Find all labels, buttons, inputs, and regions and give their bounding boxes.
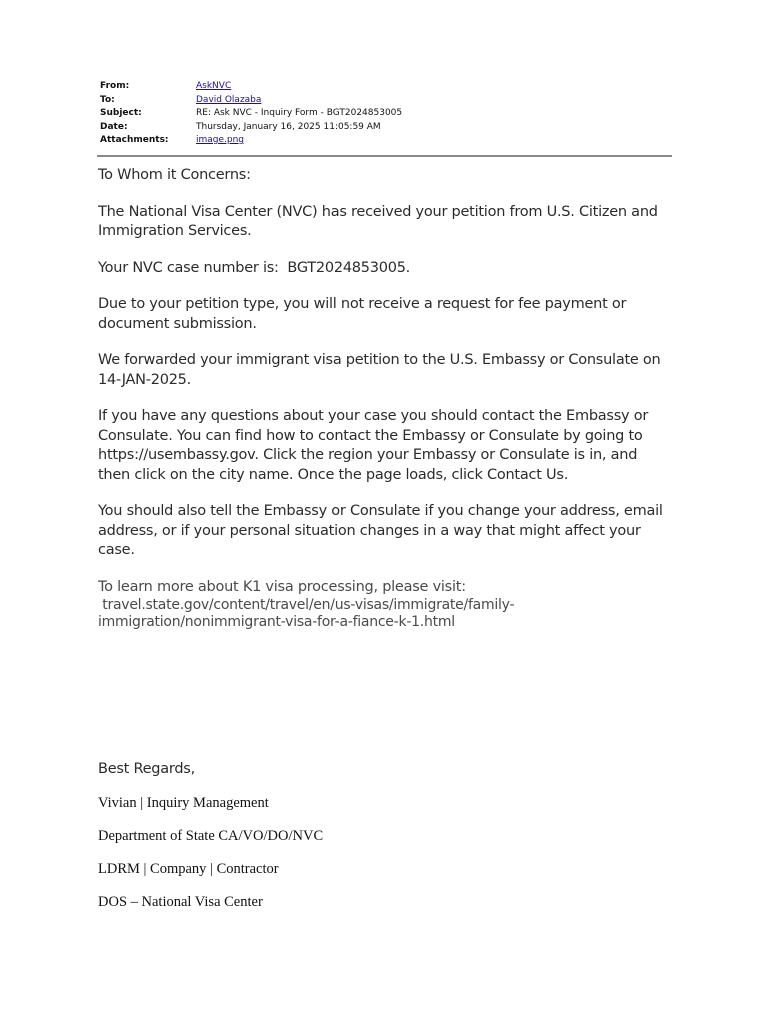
signature-name: Vivian | Inquiry Management	[98, 795, 269, 811]
paragraph-forwarded: We forwarded your immigrant visa petition to the U.S. Embassy or Consulate on 14-JAN-2025.	[98, 352, 665, 388]
date-label: Date:	[100, 121, 128, 132]
paragraph-contact-embassy: If you have any questions about your case you should contact the Embassy or Consulate. You can find how to contact the Embassy or Consulate by going to https://usembassy.gov. Click the region your Embassy or Consulate is in, and then click on the city name. Once the page loads, click Contact Us.	[98, 408, 653, 483]
paragraph-petition-type: Due to your petition type, you will not receive a request for fee payment or document submission.	[98, 296, 631, 332]
signature-company: LDRM | Company | Contractor	[98, 861, 279, 877]
header-divider	[97, 155, 672, 157]
signature-center: DOS – National Visa Center	[98, 894, 263, 910]
email-body	[98, 166, 673, 648]
signature-department: Department of State CA/VO/DO/NVC	[98, 828, 324, 844]
from-link[interactable]: AskNVC	[196, 81, 232, 91]
best-regards: Best Regards,	[98, 761, 195, 777]
to-link[interactable]: David Olazaba	[196, 94, 262, 105]
email-header	[100, 80, 672, 148]
learn-more-text: To learn more about K1 visa processing, please visit:	[98, 578, 466, 595]
date-value: Thursday, January 16, 2025 11:05:59 AM	[196, 121, 381, 132]
learn-more-url[interactable]: travel.state.gov/content/travel/en/us-visas/immigrate/family-immigration/nonimmigrant-visa-for-a-fiance-k-1.html	[98, 597, 515, 630]
attachments-label: Attachments:	[100, 135, 169, 145]
subject-value: RE: Ask NVC - Inquiry Form - BGT2024853005	[196, 108, 403, 118]
attachment-link[interactable]: image.png	[196, 135, 245, 145]
header-date-row	[100, 121, 672, 135]
header-attachments-row	[100, 134, 672, 148]
paragraph-change-notice: You should also tell the Embassy or Consulate if you change your address, email address, or if your personal situation changes in a way that might affect your case.	[98, 503, 668, 558]
header-from-row	[100, 80, 672, 94]
header-to-row	[100, 94, 672, 108]
paragraph-petition-received: The National Visa Center (NVC) has received your petition from U.S. Citizen and Immigration Services.	[98, 203, 663, 239]
greeting: To Whom it Concerns:	[98, 167, 251, 183]
subject-label: Subject:	[100, 108, 142, 118]
paragraph-case-number: Your NVC case number is: BGT2024853005.	[98, 259, 411, 276]
to-label: To:	[100, 94, 115, 105]
header-subject-row	[100, 107, 672, 121]
from-label: From:	[100, 81, 130, 91]
learn-more-block	[98, 578, 673, 632]
